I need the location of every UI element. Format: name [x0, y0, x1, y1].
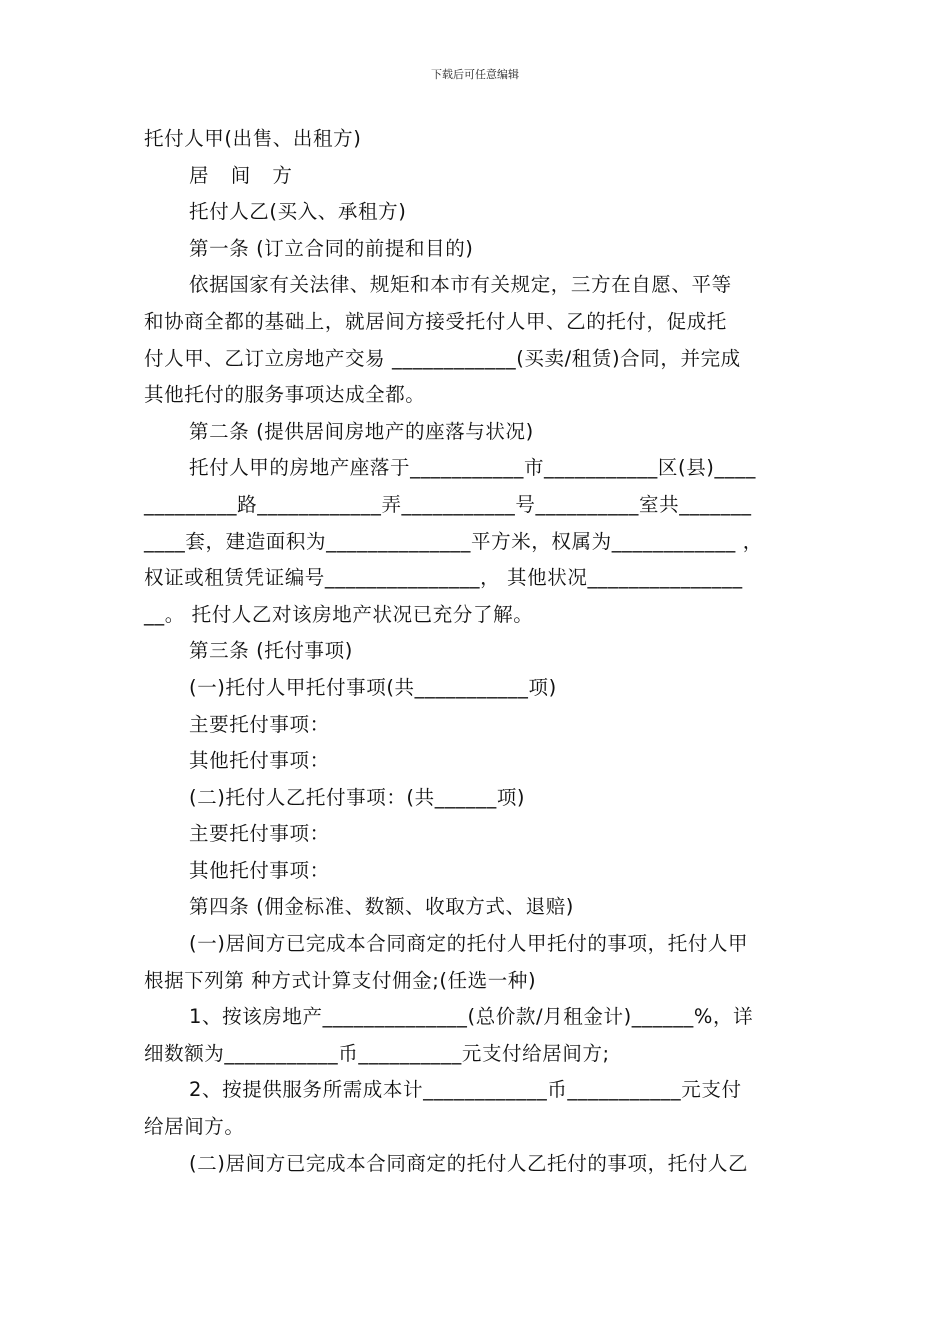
contract-body [144, 121, 814, 1182]
article-3-line: 其他托付事项： [189, 749, 330, 773]
article-3-line: 其他托付事项： [189, 858, 330, 882]
article-1-heading: 第一条 (订立合同的前提和目的) [189, 236, 474, 260]
line-party-b: 托付人乙(买入、承租方) [189, 200, 407, 224]
article-1-line: 和协商全都的基础上，就居间方接受托付人甲、乙的托付，促成托 [144, 309, 727, 333]
article-3-line: 主要托付事项： [189, 822, 330, 846]
article-2-line: __。 托付人乙对该房地产状况已充分了解。 [144, 602, 534, 626]
article-2-line: 托付人甲的房地产座落于___________市___________区(县)____ [189, 456, 756, 480]
article-1-line: 付人甲、乙订立房地产交易 ____________(买卖/租赁)合同，并完成 [144, 346, 741, 370]
article-4-line: 细数额为___________币__________元支付给居间方; [144, 1041, 610, 1065]
article-4-line: 根据下列第 种方式计算支付佣金;(任选一种) [144, 968, 537, 992]
article-3-line: 主要托付事项： [189, 712, 330, 736]
article-3-heading: 第三条 (托付事项) [189, 639, 353, 663]
article-4-line: (二)居间方已完成本合同商定的托付人乙托付的事项，托付人乙 [189, 1151, 749, 1175]
article-2-line: 权证或租赁凭证编号_______________， 其他状况_______________ [144, 566, 743, 590]
page-header: 下载后可任意编辑 [431, 68, 519, 81]
article-4-heading: 第四条 (佣金标准、数额、收取方式、退赔) [189, 895, 575, 919]
article-1-line: 其他托付的服务事项达成全都。 [144, 383, 426, 407]
article-2-line: ____套，建造面积为______________平方米，权属为____________ ， [144, 529, 763, 553]
article-4-line: 1、按该房地产______________(总价款/月租金计)______%，详 [189, 1005, 754, 1029]
article-2-line: _________路____________弄___________号__________室共_______ [144, 492, 752, 516]
article-3-line: (一)托付人甲托付事项(共___________项) [189, 675, 557, 699]
article-1-line: 依据国家有关法律、规矩和本市有关规定，三方在自愿、平等 [189, 273, 732, 297]
article-4-line: 给居间方。 [144, 1115, 245, 1139]
line-party-a: 托付人甲(出售、出租方) [144, 127, 362, 150]
article-4-line: 2、按提供服务所需成本计____________币___________元支付 [189, 1078, 742, 1102]
line-intermediary: 居 间 方 [189, 163, 300, 187]
article-2-heading: 第二条 (提供居间房地产的座落与状况) [189, 419, 534, 443]
article-4-line: (一)居间方已完成本合同商定的托付人甲托付的事项，托付人甲 [189, 932, 749, 956]
article-3-line: (二)托付人乙托付事项：(共______项) [189, 785, 526, 809]
